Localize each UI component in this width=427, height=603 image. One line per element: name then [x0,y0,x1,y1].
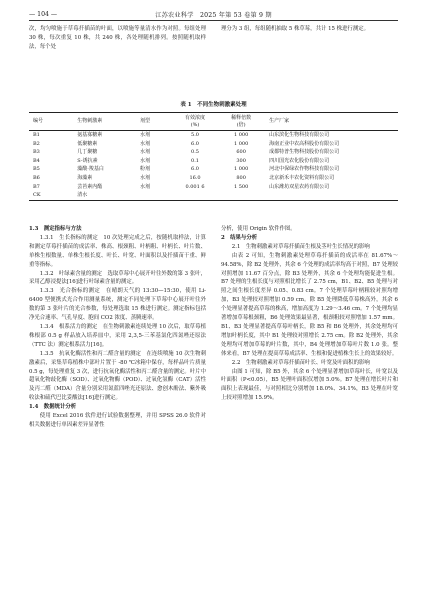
table-cell: B3 [33,149,40,156]
table-cell: 6.0 [191,166,199,173]
intro-left-paragraph: 次，均匀喷施于草莓扦插苗的叶面，以喷施等量清水作为对照。每组处理 30 株，每次重复 10 株，共 240 株，各处理随机排列。按照随机取样法，每个处 [29,26,206,50]
table-cell: 山东潍坊双星农药有限公司 [269,183,330,190]
header-cell: 编号 [29,113,73,131]
table-cell: 低聚糖素 [77,140,98,147]
header-cell: 生产厂家 [265,113,398,131]
table-cell: 1 000 [233,140,249,147]
journal-title: 江苏农业科学 2025 年第 53 卷第 9 期 [155,11,272,19]
table-cell: 粉剂 [139,166,150,173]
table-row [29,191,398,200]
section-heading: 1.3 测定指标与方法 [29,226,82,232]
table-cell: 800 [236,174,246,181]
table-cell: S-诱抗素 [77,157,98,164]
table-cell: 16.0 [189,174,201,181]
table-title: 表 1 不同生物刺激素处理 [180,102,247,108]
table-cell: 1 500 [233,183,249,190]
table-cell: 0.001 6 [185,183,205,190]
paragraph: 2.2 生物刺激素对草莓扦插苗叶长、叶宽及叶面积的影响 [231,359,370,366]
table-cell: 藻酸·羧基白 [77,166,104,173]
table-cell [265,191,398,200]
table-cell: 水剂 [139,140,150,147]
table-row [29,157,398,166]
table-cell: 河北中保绿农作物科技有限公司 [269,166,340,173]
table-row [29,131,398,140]
table-cell: 海藻素 [77,174,93,181]
paragraph: 分析，使用 Origin 软件作图。 [221,226,296,232]
paragraph: 1.3.5 抗氧化酶活性和丙二醛含量的测定 在连续喷施 10 次生物刺激素后，采集草莓植株中部叶片置于 -80 ℃冰箱中保存，每样品叶片质量 0.5 g，每处理重复 3 次，进行抗氧化酶活性和丙二醛含量的测定。叶片中超氧化物歧化酶（SOD）、过氧化物酶（POD）、过氧化氢酶（CAT）活性及丙二醛（MDA）含量分别采用氮蓝四唑光还原法、愈创木酚法、紫外吸收法和硫代巴比妥酸法[16]进行测定。 [29,350,206,402]
table-row [29,148,398,157]
header-cell: 稀释倍数 (倍) [217,113,265,131]
table-row [29,183,398,192]
header-cell: 生物刺激素 [73,113,136,131]
table-cell [136,191,173,200]
table-row [29,174,398,183]
table-cell: 300 [236,157,246,164]
right-column [221,225,398,403]
section-heading: 1.4 数据统计分析 [29,404,77,411]
table-cell: B2 [33,140,40,147]
table-cell: 芸苔素内酯 [77,183,103,190]
treatment-table [29,112,398,201]
table-cell: 海南正业中农高科股份有限公司 [269,140,340,147]
table-cell: 清水 [73,191,136,200]
intro-left-column [29,25,206,52]
running-header [29,8,398,20]
table-cell: 几丁聚糖 [77,149,98,156]
table-header-row [29,113,398,131]
table-cell: 6.0 [191,140,199,147]
table-cell: 水剂 [139,132,150,138]
table-cell: 1 000 [233,132,249,138]
table-cell: B1 [33,132,40,138]
paragraph: 2.1 生物刺激素对草莓扦插苗生根及茎叶生长情况的影响 [231,243,370,250]
table-cell [173,191,217,200]
paragraph: 1.3.4 根系活力的测定 在生物刺激素连续处理 10 次后，取草莓植株根部 0.5 g 样品放入培养皿中，采用 2,3,5-三苯基氯化四氮唑还原法（TTC 法）测定根系活力[16]。 [29,323,206,348]
table-cell: 北京新禾丰农化资料有限公司 [269,174,335,181]
header-cell: 剂型 [136,113,173,131]
table-cell: 山东滨化生物科技有限公司 [269,132,330,138]
paragraph: 使用 Excel 2016 软件进行试验数据整理，并用 SPSS 26.0 软件对相关数据进行单因素差异显著性 [29,413,206,428]
left-column [29,225,206,430]
table-body [29,131,398,201]
section-heading: 2 结果与分析 [221,234,258,241]
table-row [29,165,398,174]
table-cell: 水剂 [139,174,150,181]
table-row [29,140,398,149]
paragraph: 1.3.1 生长指标的测定 10 次处理完成之后，按随机取样法，计算和测定草莓扦插苗的成活率、株高、根颈粗、叶柄粗、叶柄长、叶片数、单株生根数量、单株生根长度、叶长、叶宽、叶面积以及扦插苗干重、鲜重等指标。 [29,234,206,268]
table-cell: 1 000 [233,166,249,173]
table-cell: 四川国光农化股份有限公司 [269,157,330,164]
table-cell: 水剂 [139,157,150,164]
page-number: — 104 — [29,10,58,18]
table-cell [217,191,265,200]
table-cell: CK [29,191,73,200]
table-cell: 水剂 [139,183,150,190]
table-1 [29,100,398,201]
table-cell: B7 [33,183,40,190]
table-cell: 5.0 [191,132,199,138]
table-cell: 成都特普生物科技股份有限公司 [269,149,340,156]
paragraph: 由表 2 可知，生物刺激素处理草莓扦插苗的成活率在 81.67%～94.58%，除 B2 处理外，其余 6 个处理的成活率均高于对照，B7 处理较对照增加 11.67 百分点，除 B3 处理外，其余 6 个处理均能促进生根。B7 处理的生根长度与对照相比增长了 2.75 cm，B1、B2、B5 处理与对照之间生根长度差异 0.05、0.83 cm。7 个处理草莓叶柄粗较对照均增加，B3 处理较对照增加 0.59 cm。除 B5 处理降低草莓株高外，其余 6 个处理显著提高草莓的株高，增加高度为 1.29～3.46 cm。7 个处理均显著增加草莓根颈粗，B6 处理效果最显著，根颈粗较对照增加 1.57 mm。B1、B3 处理显著提高草莓叶柄长，除 B5 和 B6 处理外，其余处理均可增加叶柄长度，其中 B1 处理较对照增长 2.75 cm。除 B2 处理外，其余处理均可增加草莓的叶片数，其中，B4 处理增加草莓叶片数 1.0 张。整体来看，B7 处理在提高草莓成活率、生根和促进植株生长上的效果较好。 [221,252,398,357]
table-cell: 水剂 [139,149,150,156]
table-cell: 600 [236,149,246,156]
intro-right-column [221,25,398,34]
paragraph: 1.3.2 叶绿素含量的测定 选取草莓中心展开叶往外数的第 3 张叶，采用乙醇浸提法[16]进行叶绿素含量的测定。 [29,270,206,286]
paragraph: 1.3.3 光合指标的测定 在晴朗天气的 13:30—15:30，使用 Li-6400 型便携式光合作用测量系统，测定不同处理下草莓中心展开叶往外数的第 3 张叶片的光合参数，每处理选取 15 株进行测定。测定指标包括净光合速率、气孔导度、胞间 CO2 浓度、蒸腾速率。 [29,288,206,322]
table-cell: B6 [33,174,40,181]
table-cell: 氨基寡糖素 [77,132,103,138]
table-cell: B5 [33,166,40,173]
header-cell: 有效浓度 (%) [173,113,217,131]
table-cell: 0.5 [191,149,199,156]
table-cell: 0.1 [191,157,199,164]
header-rule [29,20,398,21]
paragraph: 由图 1 可知，除 B5 外，其余 6 个处理显著增加草莓叶长，叶宽以及叶面积（P<0.05），B5 处理叶面积仅增加 5.0%。B7 处理在增长叶片和面积上表现最佳，与对照相比分别增加 18.0%、34.1%，B3 处理在叶宽上较对照增加 15.9%。 [221,368,398,402]
intro-right-paragraph: 理分为 3 组，每组随机抽取 5 株草莓，共计 15 株进行测定。 [221,26,369,32]
table-cell: B4 [33,157,40,164]
